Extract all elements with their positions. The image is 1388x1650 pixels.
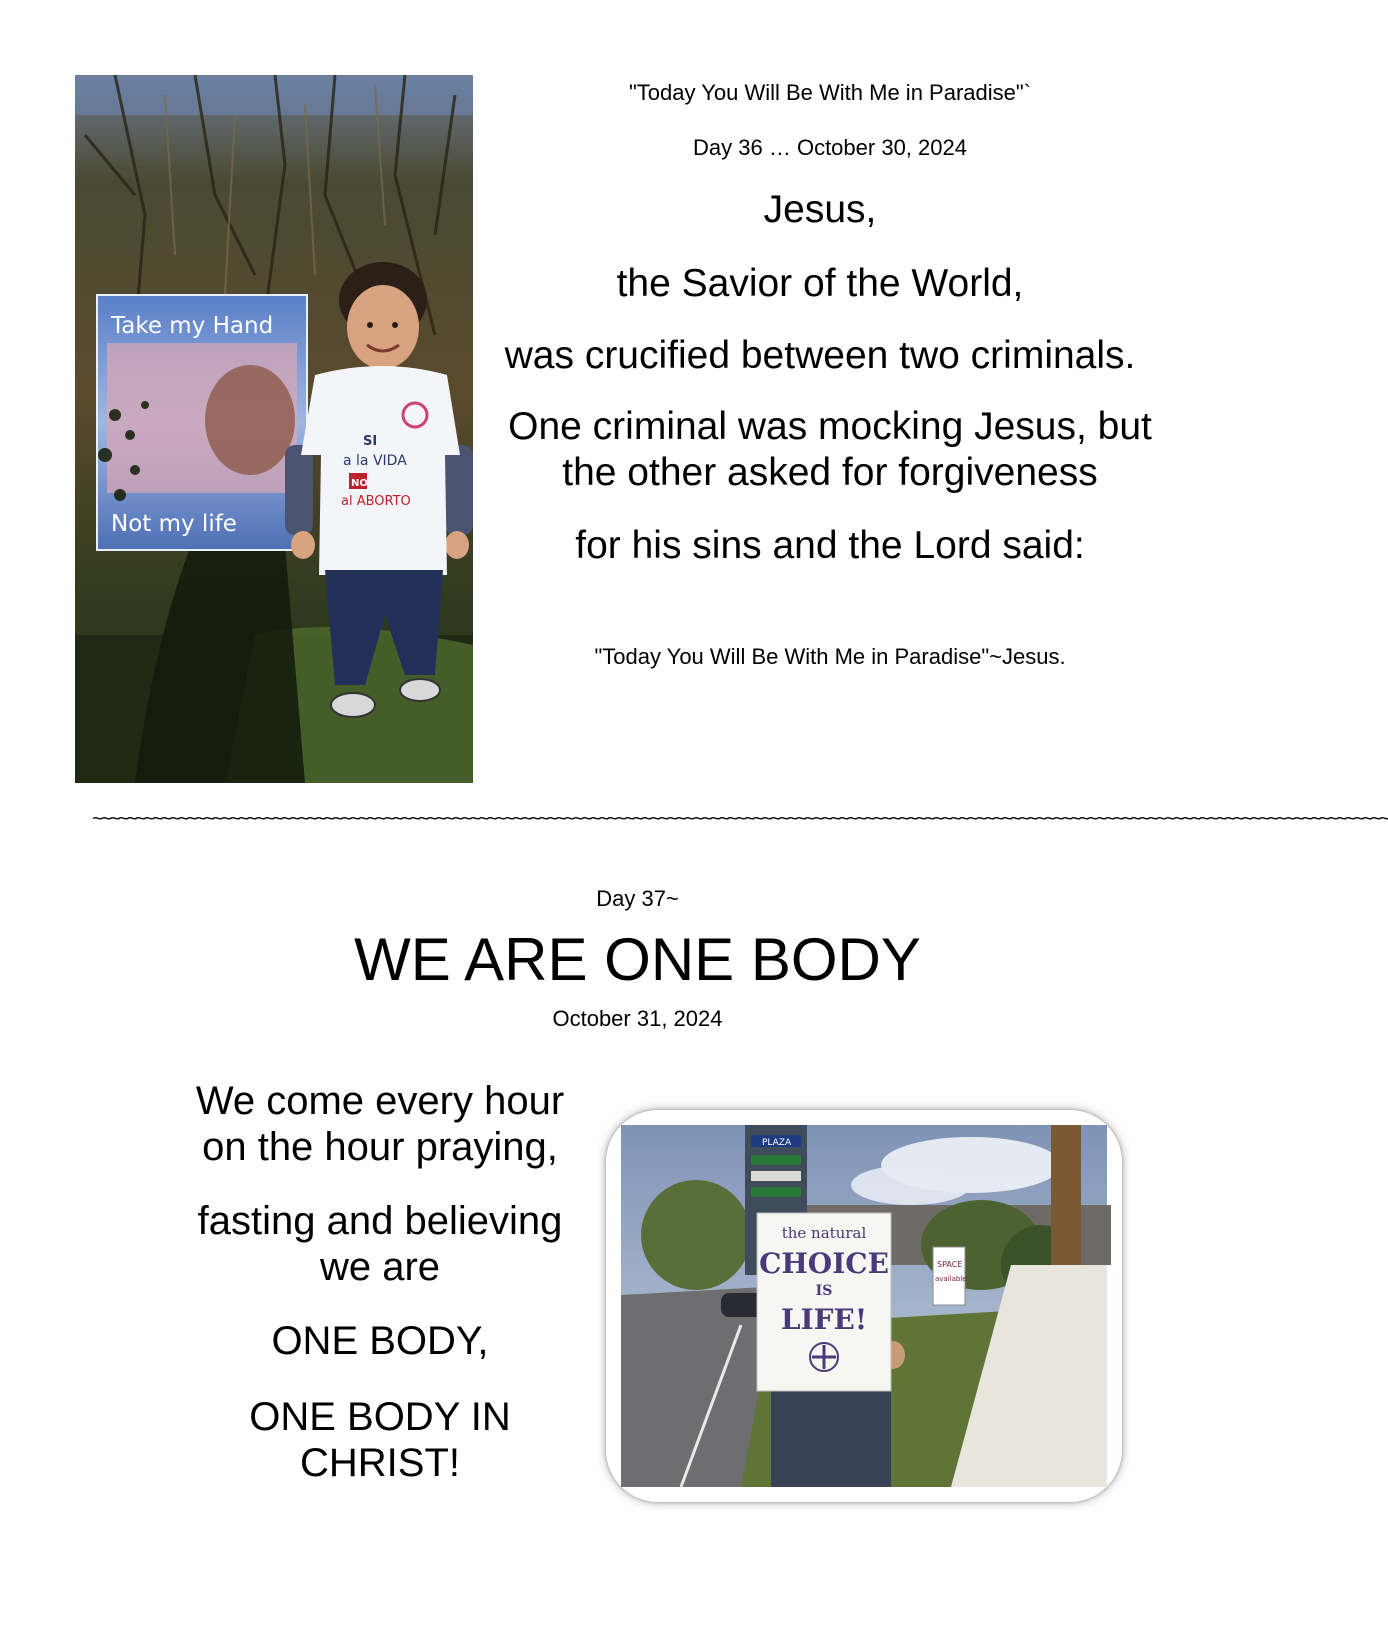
text-line-jesus: Jesus, — [763, 188, 877, 231]
day-37-label: Day 37~ — [596, 886, 679, 911]
text-line-savior: the Savior of the World, — [616, 262, 1024, 305]
shirt-vida-text: a la VIDA — [343, 453, 407, 469]
sign-line-choice: CHOICE — [759, 1247, 889, 1280]
emblem-icon — [810, 1343, 838, 1371]
shirt-no-text: NO — [351, 478, 368, 489]
sign-bottom-text: Not my life — [111, 511, 237, 537]
small-sign-text-2: available — [935, 1275, 967, 1283]
headline: WE ARE ONE BODY — [354, 926, 921, 993]
paragraph-fasting — [170, 1198, 590, 1290]
yard-sign — [97, 295, 307, 550]
paragraph-one-body — [170, 1318, 590, 1364]
text-line-forgiveness: the other asked for forgiveness — [562, 451, 1098, 494]
photo-illustration — [621, 1125, 1107, 1487]
pylon-text: PLAZA — [762, 1138, 792, 1148]
shirt-aborto-text: al ABORTO — [341, 494, 411, 509]
text-line-lord-said: for his sins and the Lord said: — [575, 524, 1085, 567]
paragraph-come-every-hour — [170, 1078, 590, 1170]
closing-quote: "Today You Will Be With Me in Paradise"~Jesus. — [594, 644, 1066, 669]
paragraph-line: ONE BODY IN — [249, 1395, 511, 1439]
tilde-divider: ~~~~~~~~~~~~~~~~~~~~~~~~~~~~~~~~~~~~~~~~~~~~~~~~~~~~~~~~~~~~~~~~~~~~~~~~~~~~~~~~~~~~~~~~~~~~~~~~~~~~~~~~~~~~~~~~~~~~~~~~~~~~~~~~~~~~~~~~~~~~~~~~~~~~~~~ — [92, 808, 1388, 830]
child-with-sign-photo — [75, 75, 473, 783]
sign-line-is: IS — [815, 1283, 833, 1299]
paragraph-line: on the hour praying, — [202, 1125, 558, 1169]
shirt-si-text: SI — [363, 434, 378, 449]
day-37-date: October 31, 2024 — [552, 1006, 723, 1031]
choice-is-life-photo — [621, 1125, 1107, 1487]
text-line-mocking: One criminal was mocking Jesus, but — [508, 405, 1152, 448]
protest-sign — [757, 1213, 891, 1391]
sign-line-natural: the natural — [781, 1224, 867, 1242]
paragraph-line: we are — [319, 1245, 441, 1289]
sign-line-life: LIFE! — [780, 1303, 868, 1336]
small-sign-text-1: SPACE — [937, 1260, 963, 1269]
sign-top-text: Take my Hand — [111, 313, 274, 339]
day-36-line: Day 36 … October 30, 2024 — [693, 135, 967, 160]
quote-title: "Today You Will Be With Me in Paradise"` — [628, 80, 1031, 105]
paragraph-line: We come every hour — [195, 1079, 565, 1123]
paragraph-line: fasting and believing — [197, 1199, 563, 1243]
paragraph-line: ONE BODY, — [271, 1319, 489, 1363]
paragraph-line: CHRIST! — [300, 1441, 460, 1485]
photo-illustration — [75, 75, 473, 783]
text-line-crucified: was crucified between two criminals. — [504, 334, 1136, 377]
paragraph-one-body-in-christ — [170, 1394, 590, 1486]
